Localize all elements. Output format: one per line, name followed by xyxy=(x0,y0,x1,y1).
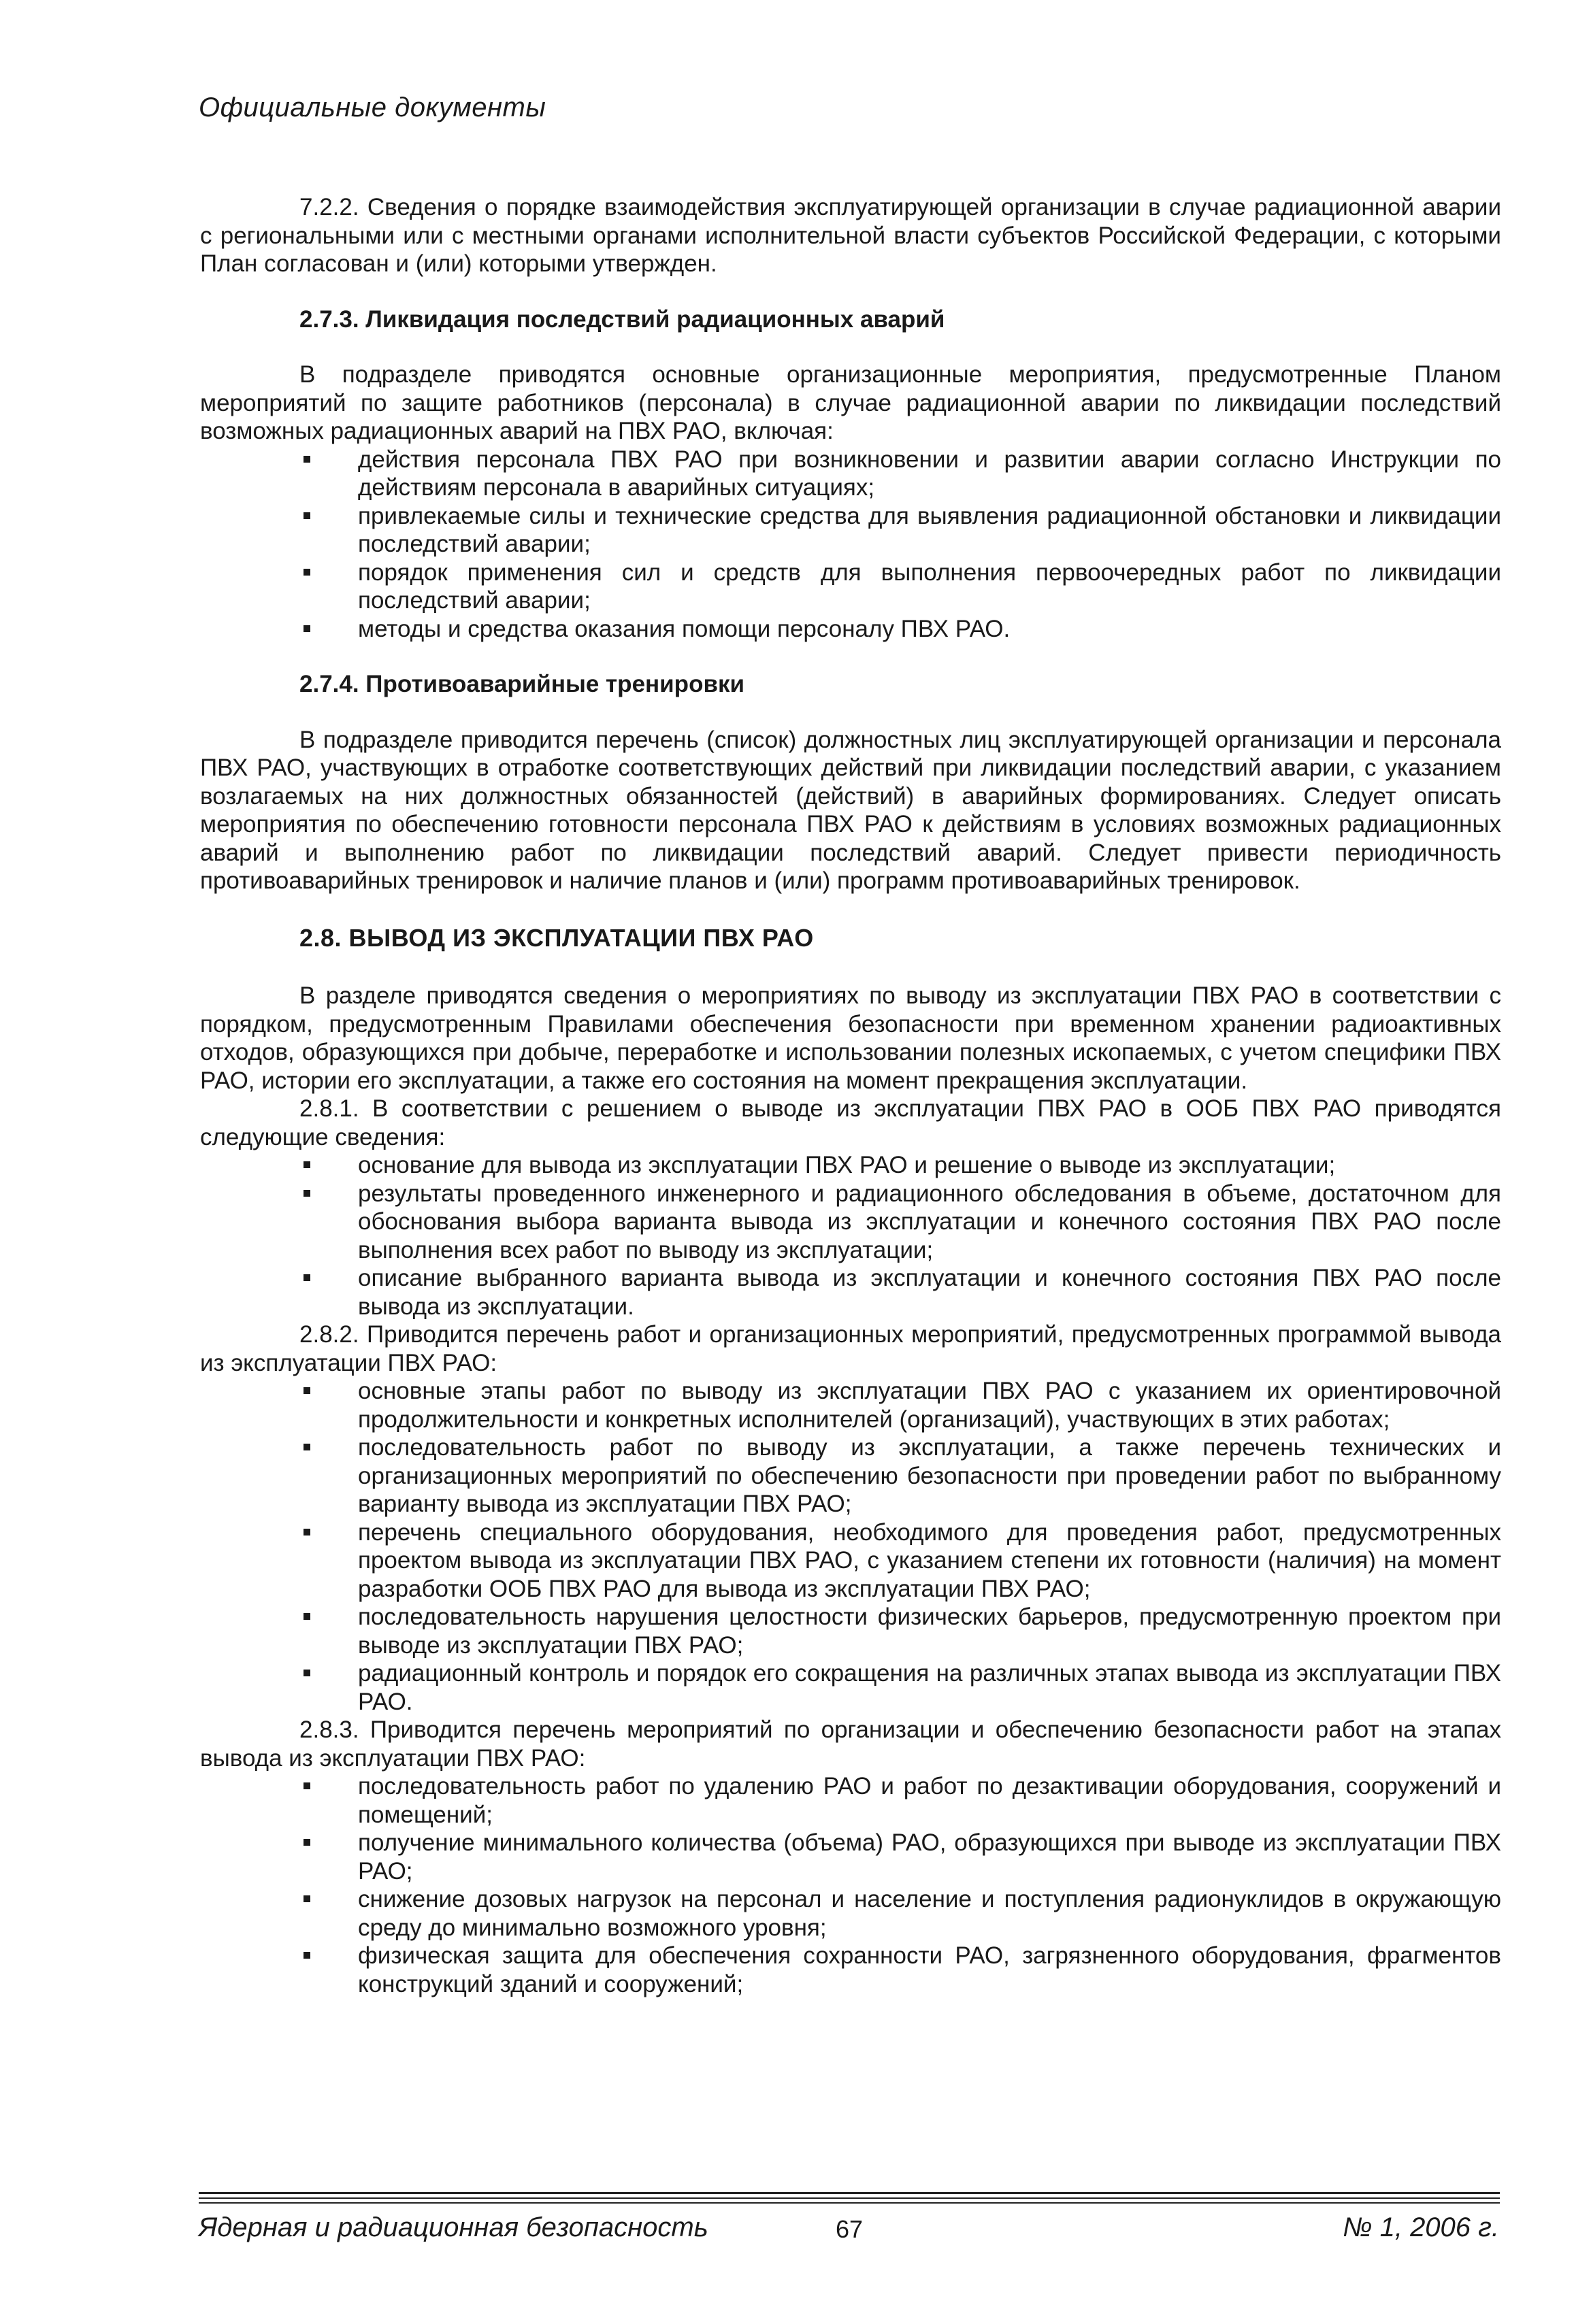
list-item: последовательность нарушения целостности физических барьеров, предусмотренную проектом при выводе из эксплуатации ПВХ РАО; xyxy=(200,1603,1501,1659)
document-body xyxy=(200,193,1501,1998)
bullet-icon xyxy=(304,512,310,519)
bullet-icon xyxy=(304,1161,310,1168)
list-item: действия персонала ПВХ РАО при возникновении и развитии аварии согласно Инструкции по действиям персонала в аварийных ситуациях; xyxy=(200,446,1501,502)
paragraph-2-7-4: В подразделе приводится перечень (список) должностных лиц эксплуатирующей организации и персонала ПВХ РАО, участвующих в отработке соответствующих действий при ликвидации последствий аварии, с указанием возлагаемых на них должностных обязанностей (действий) в аварийных формированиях. Следует описать мероприятия по обеспечению готовности персонала ПВХ РАО к действиям в условиях возможных радиационных аварий и выполнению работ по ликвидации последствий аварий. Следует привести периодичность противоаварийных тренировок и наличие планов и (или) программ противоаварийных тренировок. xyxy=(200,726,1501,894)
bullet-icon xyxy=(304,1895,310,1902)
paragraph-7-2-2: 7.2.2. Сведения о порядке взаимодействия эксплуатирующей организации в случае радиационной аварии с региональными или с местными органами исполнительной власти субъектов Российской Федерации, с которыми План согласован и (или) которыми утвержден. xyxy=(200,194,1501,277)
bullet-icon xyxy=(304,1670,310,1676)
list-item: описание выбранного варианта вывода из эксплуатации и конечного состояния ПВХ РАО после вывода из эксплуатации. xyxy=(200,1264,1501,1321)
list-item: привлекаемые силы и технические средства для выявления радиационной обстановки и ликвидации последствий аварии; xyxy=(200,502,1501,559)
list-2-8-1 xyxy=(200,1151,1501,1321)
bullet-icon xyxy=(304,1529,310,1536)
list-item: результаты проведенного инженерного и радиационного обследования в объеме, достаточном для обоснования выбора варианта вывода из эксплуатации и конечного состояния ПВХ РАО после выполнения всех работ по выводу из эксплуатации; xyxy=(200,1180,1501,1265)
list-item: основание для вывода из эксплуатации ПВХ РАО и решение о выводе из эксплуатации; xyxy=(200,1151,1501,1180)
paragraph-2-8-3: 2.8.3. Приводится перечень мероприятий по организации и обеспечению безопасности работ на этапах вывода из эксплуатации ПВХ РАО: xyxy=(200,1716,1501,1772)
bullet-icon xyxy=(304,1444,310,1450)
list-item: снижение дозовых нагрузок на персонал и население и поступления радионуклидов в окружающую среду до минимально возможного уровня; xyxy=(200,1885,1501,1942)
list-item: методы и средства оказания помощи персоналу ПВХ РАО. xyxy=(200,615,1501,644)
list-item: последовательность работ по удалению РАО и работ по дезактивации оборудования, сооружений и помещений; xyxy=(200,1772,1501,1829)
footer-rule xyxy=(199,2192,1500,2204)
list-item: порядок применения сил и средств для выполнения первоочередных работ по ликвидации последствий аварии; xyxy=(200,559,1501,615)
list-2-8-2 xyxy=(200,1377,1501,1716)
bullet-icon xyxy=(304,1952,310,1959)
bullet-icon xyxy=(304,1782,310,1789)
list-2-7-3 xyxy=(200,446,1501,644)
footer-journal-title: Ядерная и радиационная безопасность xyxy=(199,2212,708,2242)
bullet-icon xyxy=(304,1274,310,1281)
bullet-icon xyxy=(304,456,310,463)
running-header: Официальные документы xyxy=(199,93,546,122)
bullet-icon xyxy=(304,1839,310,1846)
list-item: перечень специального оборудования, необходимого для проведения работ, предусмотренных проектом вывода из эксплуатации ПВХ РАО, с указанием степени их готовности (наличия) на момент разработки ООБ ПВХ РАО для вывода из эксплуатации ПВХ РАО; xyxy=(200,1518,1501,1604)
list-item: основные этапы работ по выводу из эксплуатации ПВХ РАО с указанием их ориентировочной продолжительности и конкретных исполнителей (организаций), участвующих в этих работах; xyxy=(200,1377,1501,1433)
bullet-icon xyxy=(304,1613,310,1620)
list-item: получение минимального количества (объема) РАО, образующихся при выводе из эксплуатации ПВХ РАО; xyxy=(200,1829,1501,1885)
paragraph-2-7-3: В подразделе приводятся основные организационные мероприятия, предусмотренные Планом мероприятий по защите работников (персонала) в случае радиационной аварии по ликвидации последствий возможных радиационных аварий на ПВХ РАО, включая: xyxy=(200,361,1501,444)
list-item: физическая защита для обеспечения сохранности РАО, загрязненного оборудования, фрагментов конструкций зданий и сооружений; xyxy=(200,1942,1501,1998)
paragraph-2-8-1: 2.8.1. В соответствии с решением о выводе из эксплуатации ПВХ РАО в ООБ ПВХ РАО приводятся следующие сведения: xyxy=(200,1095,1501,1150)
list-item: последовательность работ по выводу из эксплуатации, а также перечень технических и организационных мероприятий по обеспечению безопасности при проведении работ по выбранному варианту вывода из эксплуатации ПВХ РАО; xyxy=(200,1433,1501,1518)
bullet-icon xyxy=(304,1190,310,1197)
bullet-icon xyxy=(304,569,310,576)
footer-issue: № 1, 2006 г. xyxy=(1343,2212,1499,2242)
paragraph-2-8-2: 2.8.2. Приводится перечень работ и организационных мероприятий, предусмотренных программой вывода из эксплуатации ПВХ РАО: xyxy=(200,1321,1501,1376)
paragraph-2-8: В разделе приводятся сведения о мероприятиях по выводу из эксплуатации ПВХ РАО в соответствии с порядком, предусмотренным Правилами обеспечения безопасности при временном хранении радиоактивных отходов, образующихся при добыче, переработке и использовании полезных ископаемых, с учетом специфики ПВХ РАО, истории его эксплуатации, а также его состояния на момент прекращения эксплуатации. xyxy=(200,982,1501,1094)
list-2-8-3 xyxy=(200,1772,1501,1998)
heading-2-7-3: 2.7.3. Ликвидация последствий радиационных аварий xyxy=(299,305,945,333)
heading-2-7-4: 2.7.4. Противоаварийные тренировки xyxy=(299,671,744,697)
page-number: 67 xyxy=(836,2215,864,2243)
list-item: радиационный контроль и порядок его сокращения на различных этапах вывода из эксплуатации ПВХ РАО. xyxy=(200,1659,1501,1716)
heading-2-8: 2.8. ВЫВОД ИЗ ЭКСПЛУАТАЦИИ ПВХ РАО xyxy=(299,923,814,952)
bullet-icon xyxy=(304,625,310,632)
bullet-icon xyxy=(304,1387,310,1394)
